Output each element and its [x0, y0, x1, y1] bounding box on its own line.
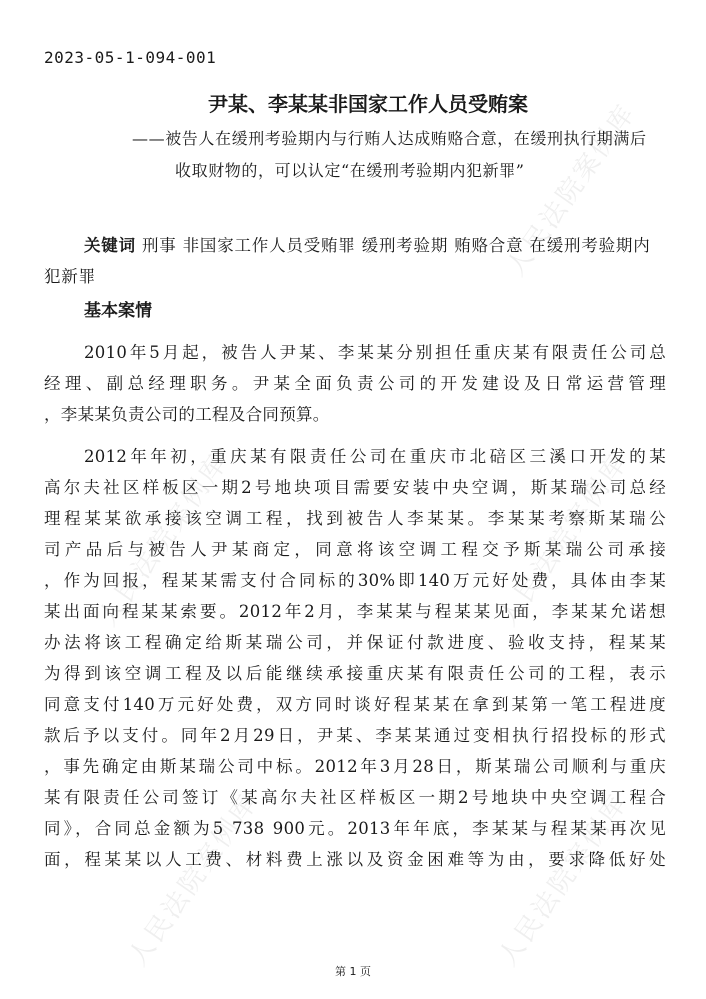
- paragraph-line: 2012年年初，重庆某有限责任公司在重庆市北碚区三溪口开发的某: [84, 447, 666, 466]
- keywords-label: 关键词: [84, 236, 136, 255]
- paragraph-line: 某出面向程某某索要。2012年2月，李某某与程某某见面，李某某允诺想: [44, 602, 666, 621]
- keywords-block: [44, 230, 666, 292]
- paragraph-line: 面，程某某以人工费、材料费上涨以及资金困难等为由，要求降低好处: [44, 850, 666, 869]
- page-footer: 第 1 页: [335, 965, 371, 978]
- paragraph-line: 同意支付140万元好处费，双方同时谈好程某某在拿到某第一笔工程进度: [44, 695, 666, 714]
- paragraph-line: 某有限责任公司签订《某高尔夫社区样板区一期2号地块中央空调工程合: [44, 788, 666, 807]
- paragraph-line: 经理、副总经理职务。尹某全面负责公司的开发建设及日常运营管理: [44, 374, 666, 393]
- watermark-text: 人民法院案例库: [493, 788, 635, 972]
- paragraph-line: 理程某某欲承接该空调工程，找到被告人李某某。李某某考察斯某瑞公: [44, 509, 666, 528]
- case-subtitle-line-2: 收取财物的，可以认定“在缓刑考验期内犯新罪”: [175, 161, 525, 180]
- paragraph-line: 为得到该空调工程及以后能继续承接重庆某有限责任公司的工程，表示: [44, 664, 666, 683]
- paragraph-line: ，李某某负责公司的工程及合同预算。: [44, 405, 330, 424]
- watermark-text: 人民法院案例库: [93, 448, 235, 632]
- paragraph-line: 高尔夫社区样板区一期2号地块项目需要安装中央空调，斯某瑞公司总经: [44, 478, 666, 497]
- paragraph-line: 办法将该工程确定给斯某瑞公司，并保证付款进度、验收支持，程某某: [44, 633, 666, 652]
- case-subtitle-line-1: ——被告人在缓刑考验期内与行贿人达成贿赂合意，在缓刑执行期满后: [132, 129, 647, 148]
- watermark-text: 人民法院案例库: [493, 448, 635, 632]
- keywords-text: 刑事 非国家工作人员受贿罪 缓刑考验期 贿赂合意 在缓刑考验期内犯新罪: [44, 236, 651, 286]
- paragraph-line: ，作为回报，程某某需支付合同标的30%即140万元好处费，具体由李某: [44, 571, 666, 590]
- paragraph-line: 同》，合同总金额为5 738 900元。2013年年底，李某某与程某某再次见: [44, 819, 666, 838]
- section-title: 基本案情: [84, 301, 152, 321]
- watermark-text: 人民法院案例库: [123, 788, 265, 972]
- paragraph-line: ，事先确定由斯某瑞公司中标。2012年3月28日，斯某瑞公司顺利与重庆: [44, 757, 666, 776]
- watermark-text: 人民法院案例库: [501, 98, 643, 282]
- paragraph-line: 2010年5月起，被告人尹某、李某某分别担任重庆某有限责任公司总: [84, 343, 666, 362]
- paragraph-line: 司产品后与被告人尹某商定，同意将该空调工程交予斯某瑞公司承接: [44, 540, 666, 559]
- document-number: 2023-05-1-094-001: [44, 48, 217, 67]
- paragraph-line: 款后予以支付。同年2月29日，尹某、李某某通过变相执行招投标的形式: [44, 726, 666, 745]
- case-title: 尹某、李某某非国家工作人员受贿案: [208, 92, 528, 116]
